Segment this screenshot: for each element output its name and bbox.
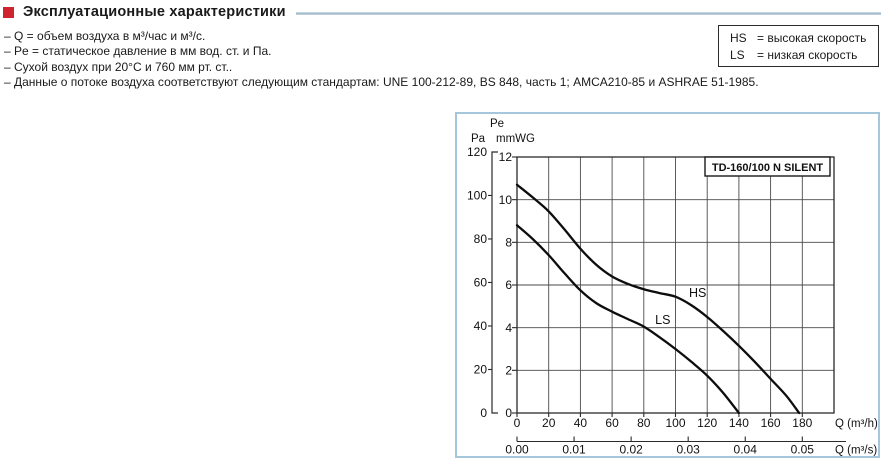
svg-text:mmWG: mmWG [496,133,535,145]
svg-text:60: 60 [605,416,619,430]
red-square-bullet-icon [3,7,14,18]
svg-text:Pe: Pe [489,118,505,130]
note-line: – Сухой воздух при 20°C и 760 мм рт. ст.. [4,59,233,74]
svg-text:20: 20 [542,416,556,430]
fan-performance-chart [457,114,878,456]
svg-text:40: 40 [473,319,487,334]
svg-text:TD-160/100 N SILENT: TD-160/100 N SILENT [711,162,824,174]
note-line: – Данные о потоке воздуха соответствуют следующим стандартам: UNE 100-212-89, BS 848, часть 1; AMCA210-85 и ASHRAE 51-1985. [4,75,759,90]
y-axis-mmwg [499,150,517,420]
speed-legend-box [718,25,879,67]
svg-text:Q (m³/s): Q (m³/s) [835,444,878,457]
svg-text:120: 120 [697,416,718,430]
note-line: – Q = объем воздуха в м³/час и м³/с. [4,29,206,43]
svg-text:120: 120 [466,145,487,160]
svg-text:6: 6 [505,278,512,293]
section-header [3,2,881,22]
svg-text:0: 0 [505,406,512,421]
svg-text:60: 60 [473,275,487,290]
note-line: – Pe = статическое давление в мм вод. ст. и Па. [4,44,272,59]
svg-text:100: 100 [665,416,686,430]
header-rule [296,12,881,15]
svg-text:4: 4 [505,320,512,335]
chart-grid [517,157,834,413]
series-hs [517,185,799,413]
series-ls [517,225,739,413]
legend-abbr-hs: HS [730,30,747,45]
svg-text:10: 10 [498,192,512,207]
chart-title-box [705,157,830,176]
legend-row-ls [730,48,878,62]
svg-text:0.03: 0.03 [676,442,700,457]
svg-text:20: 20 [473,362,487,377]
svg-text:0.02: 0.02 [619,442,643,457]
svg-text:80: 80 [473,232,487,247]
legend-abbr-ls: LS [730,47,745,62]
x-axis-m3s [505,437,877,457]
legend-row-hs [730,31,878,45]
svg-text:Q (m³/h): Q (m³/h) [835,418,878,430]
axis-headers [471,118,535,145]
svg-text:160: 160 [760,416,781,430]
svg-text:12: 12 [498,150,512,165]
chart-panel [455,112,880,458]
svg-text:0.04: 0.04 [733,442,757,457]
svg-text:40: 40 [573,416,588,430]
svg-text:LS: LS [655,313,671,328]
x-axis-m3h [514,413,878,430]
svg-text:Pa: Pa [470,133,486,145]
svg-text:100: 100 [466,188,487,203]
svg-text:80: 80 [637,416,651,430]
svg-text:0: 0 [513,416,521,430]
legend-desc-ls: = низкая скорость [757,47,858,62]
legend-desc-hs: = высокая скорость [757,30,867,45]
svg-text:2: 2 [505,363,512,378]
svg-text:180: 180 [792,416,813,430]
svg-text:0.05: 0.05 [790,442,814,457]
svg-text:0.01: 0.01 [562,442,586,457]
y-axis-pa [467,145,498,420]
section-title: Эксплуатационные характеристики [23,4,286,20]
svg-text:0.00: 0.00 [505,442,529,457]
svg-text:0: 0 [480,406,487,421]
svg-text:8: 8 [505,235,512,250]
svg-text:140: 140 [728,416,749,430]
svg-text:HS: HS [689,286,707,301]
